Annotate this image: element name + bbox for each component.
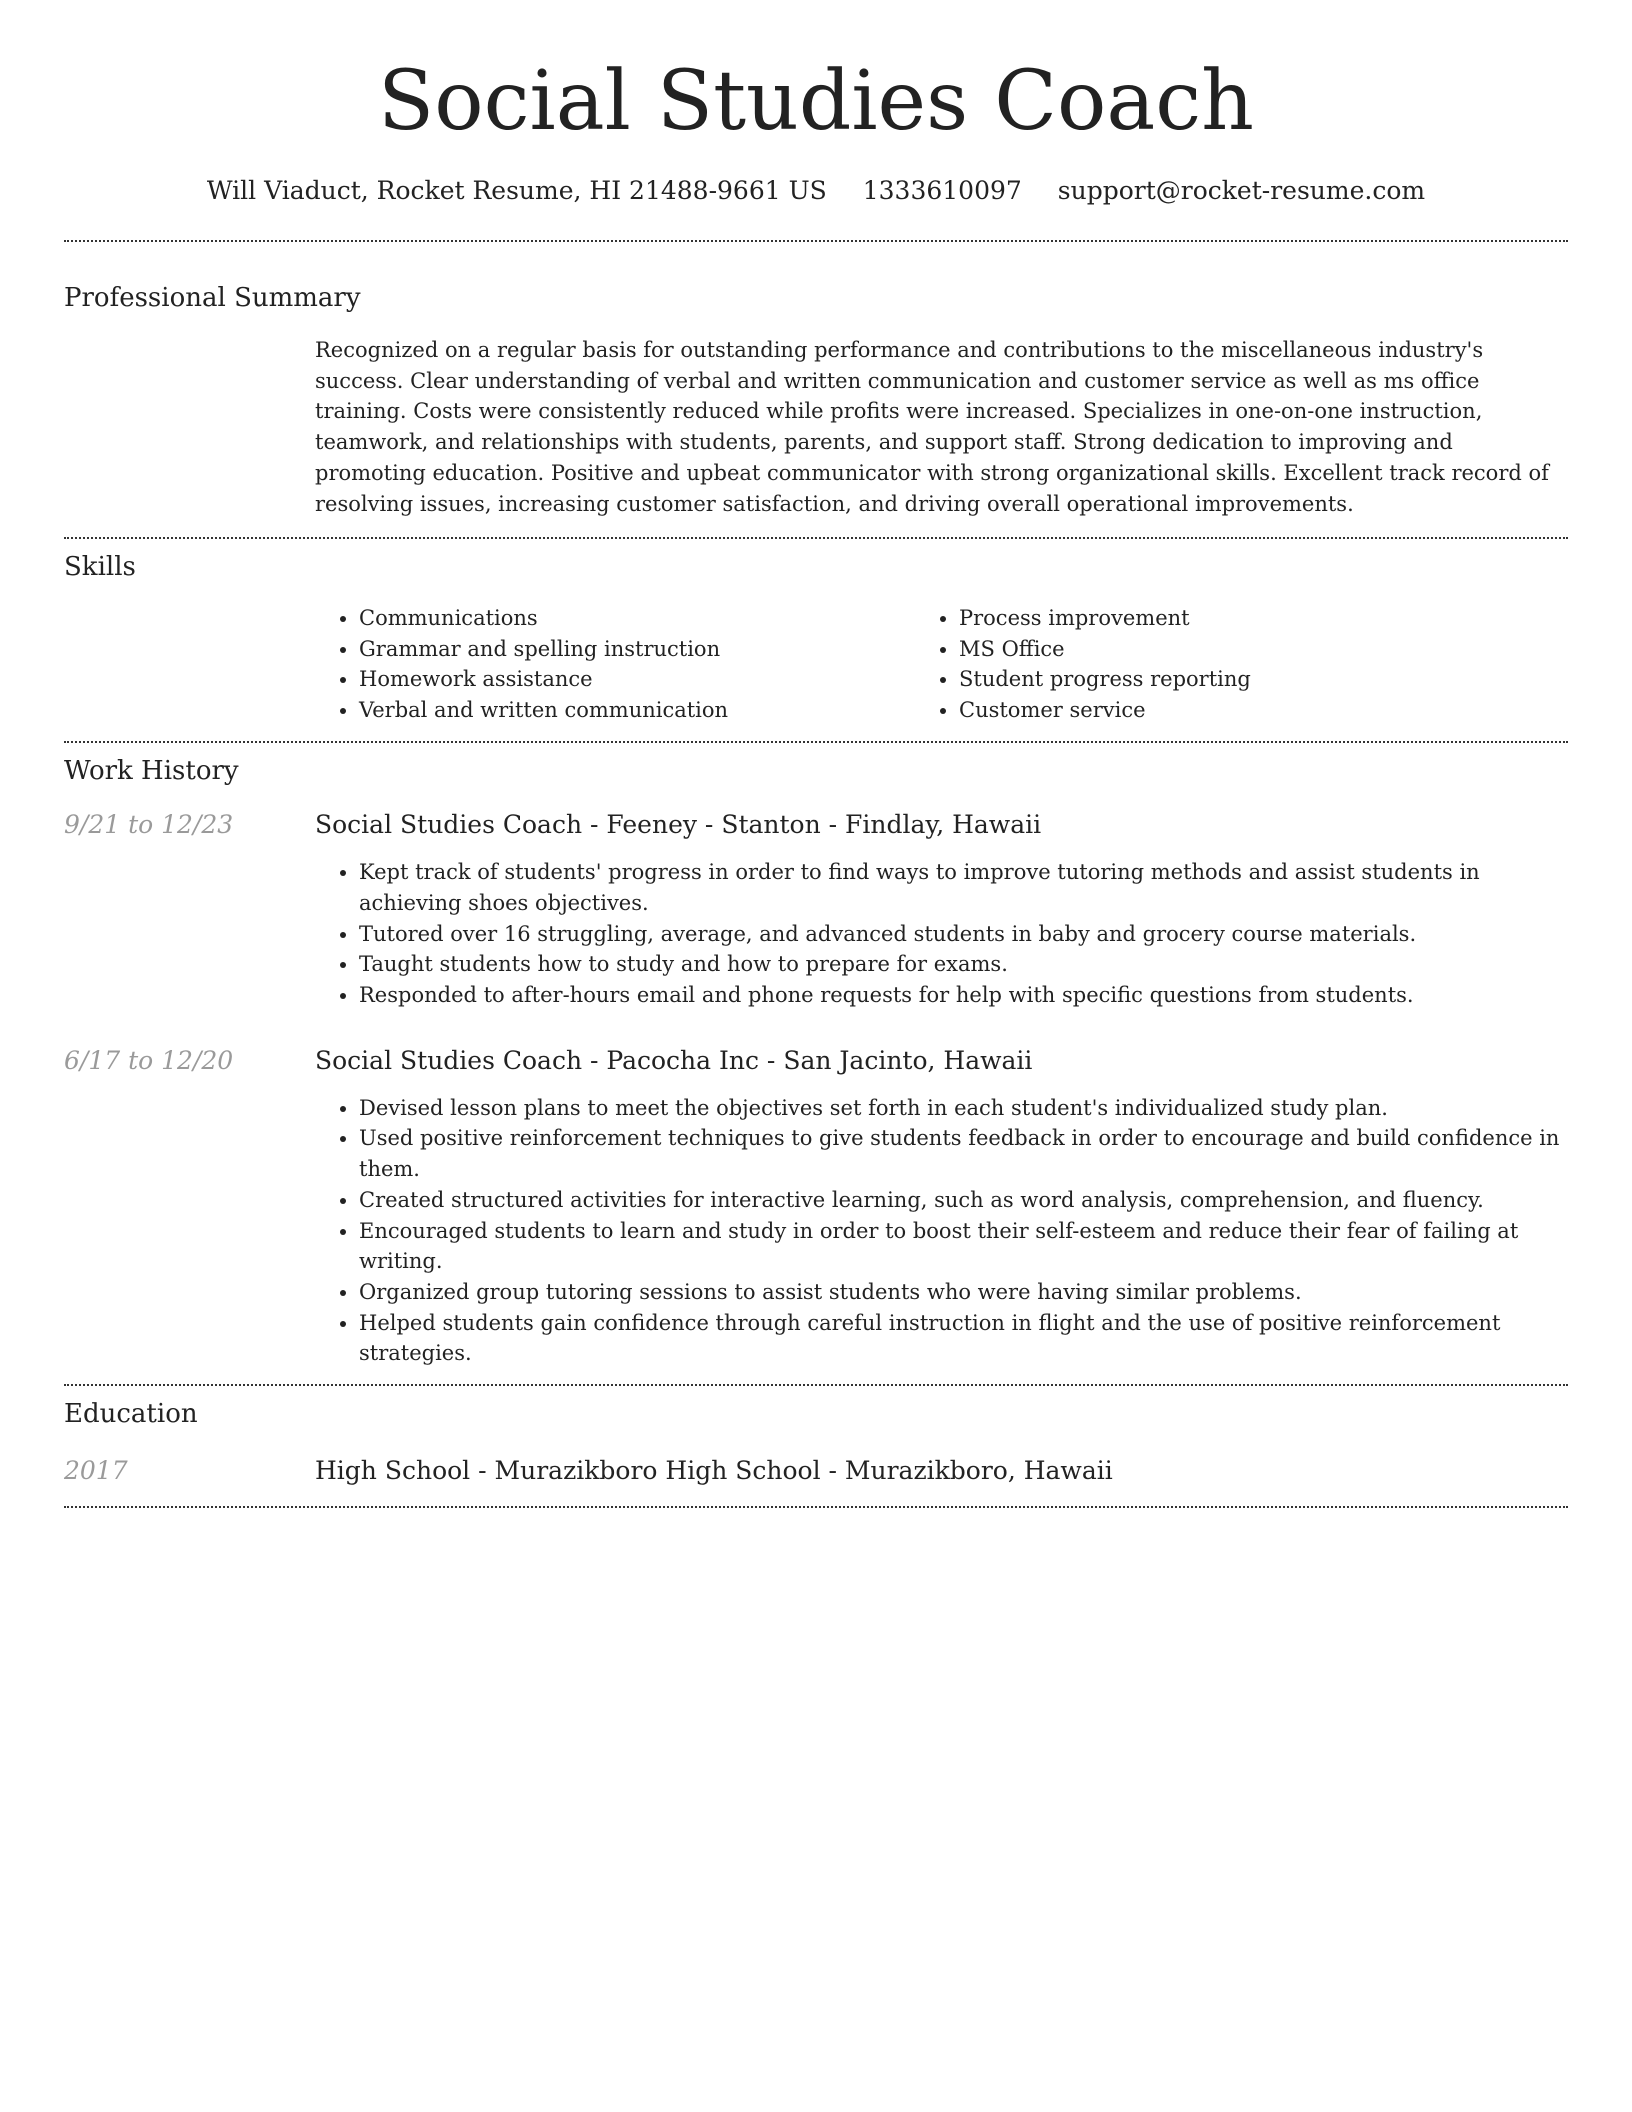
- skills-section: [64, 551, 1568, 725]
- job-title: Social Studies Coach - Feeney - Stanton - Findlay, Hawaii: [315, 810, 1042, 840]
- job-bullet: • Taught students how to study and how to prepare for exams.: [359, 949, 1568, 980]
- summary-section: [64, 282, 1568, 519]
- job-bullets: [315, 857, 1568, 1011]
- skills-list: [315, 603, 1568, 725]
- job-bullet: • Used positive reinforcement techniques to give students feedback in order to encourage and build confidence in them.: [359, 1123, 1568, 1184]
- work-history-section: [64, 755, 1568, 1369]
- summary-text: Recognized on a regular basis for outstanding performance and contributions to the miscellaneous industry's success. Clear understanding of verbal and written communication and customer service as well as ms office training. Costs were consistently reduced while profits were increased. Specializes in one-on-one instruction, teamwork, and relationships with students, parents, and support staff. Strong dedication to improving and promoting education. Positive and upbeat communicator with strong organizational skills. Excellent track record of resolving issues, increasing customer satisfaction, and driving overall operational improvements.: [315, 338, 1549, 516]
- job-dates: 9/21 to 12/23: [64, 810, 234, 840]
- job-bullet: • Helped students gain confidence through careful instruction in flight and the use of positive reinforcement strategies.: [359, 1308, 1568, 1369]
- job-bullet: • Tutored over 16 struggling, average, and advanced students in baby and grocery course materials.: [359, 919, 1568, 950]
- skill-item: • Verbal and written communication: [359, 695, 930, 726]
- job-bullet: • Organized group tutoring sessions to assist students who were having similar problems.: [359, 1277, 1568, 1308]
- contact-phone: 1333610097: [862, 176, 1022, 205]
- resume-name: Social Studies Coach: [378, 54, 1254, 149]
- summary-heading: Professional Summary: [64, 283, 361, 313]
- job-title: Social Studies Coach - Pacocha Inc - San Jacinto, Hawaii: [315, 1045, 1033, 1075]
- divider: [64, 537, 1568, 539]
- job-bullet: • Created structured activities for interactive learning, such as word analysis, comprehension, and fluency.: [359, 1185, 1568, 1216]
- divider: [64, 240, 1568, 242]
- skill-item: • Homework assistance: [359, 664, 930, 695]
- job-dates: 6/17 to 12/20: [64, 1045, 234, 1075]
- summary-content: [315, 335, 1568, 519]
- job-bullet: • Encouraged students to learn and study in order to boost their self-esteem and reduce their fear of failing at writing.: [359, 1216, 1568, 1277]
- resume-page: [64, 0, 1568, 1508]
- skill-item: • Grammar and spelling instruction: [359, 634, 930, 665]
- job-bullets: [315, 1093, 1568, 1369]
- job-entry: [64, 810, 1568, 1011]
- contact-address: Will Viaduct, Rocket Resume, HI 21488-9661 US: [206, 176, 827, 205]
- education-section: [64, 1398, 1568, 1486]
- job-bullet: • Kept track of students' progress in order to find ways to improve tutoring methods and assist students in achieving shoes objectives.: [359, 857, 1568, 918]
- work-history-heading: Work History: [64, 756, 239, 787]
- education-heading: Education: [64, 1399, 198, 1430]
- skills-heading: Skills: [64, 552, 136, 583]
- contact-info: [64, 176, 1568, 206]
- skill-item: • Customer service: [959, 695, 1545, 726]
- divider: [64, 741, 1568, 743]
- skill-item: • Student progress reporting: [959, 664, 1545, 695]
- contact-email: support@rocket-resume.com: [1057, 176, 1426, 205]
- skill-item: • Process improvement: [959, 603, 1545, 634]
- job-bullet: • Devised lesson plans to meet the objectives set forth in each student's individualized study plan.: [359, 1093, 1568, 1124]
- skills-column-1: [315, 603, 930, 725]
- skill-item: • MS Office: [959, 634, 1545, 665]
- education-entry: [64, 1456, 1568, 1486]
- skill-item: • Communications: [359, 603, 930, 634]
- skills-column-2: [930, 603, 1545, 725]
- education-year: 2017: [64, 1456, 128, 1486]
- job-bullet: • Responded to after-hours email and phone requests for help with specific questions from students.: [359, 980, 1568, 1011]
- divider: [64, 1384, 1568, 1386]
- job-entry: [64, 1046, 1568, 1369]
- divider: [64, 1506, 1568, 1508]
- education-title: High School - Murazikboro High School - Murazikboro, Hawaii: [315, 1456, 1113, 1486]
